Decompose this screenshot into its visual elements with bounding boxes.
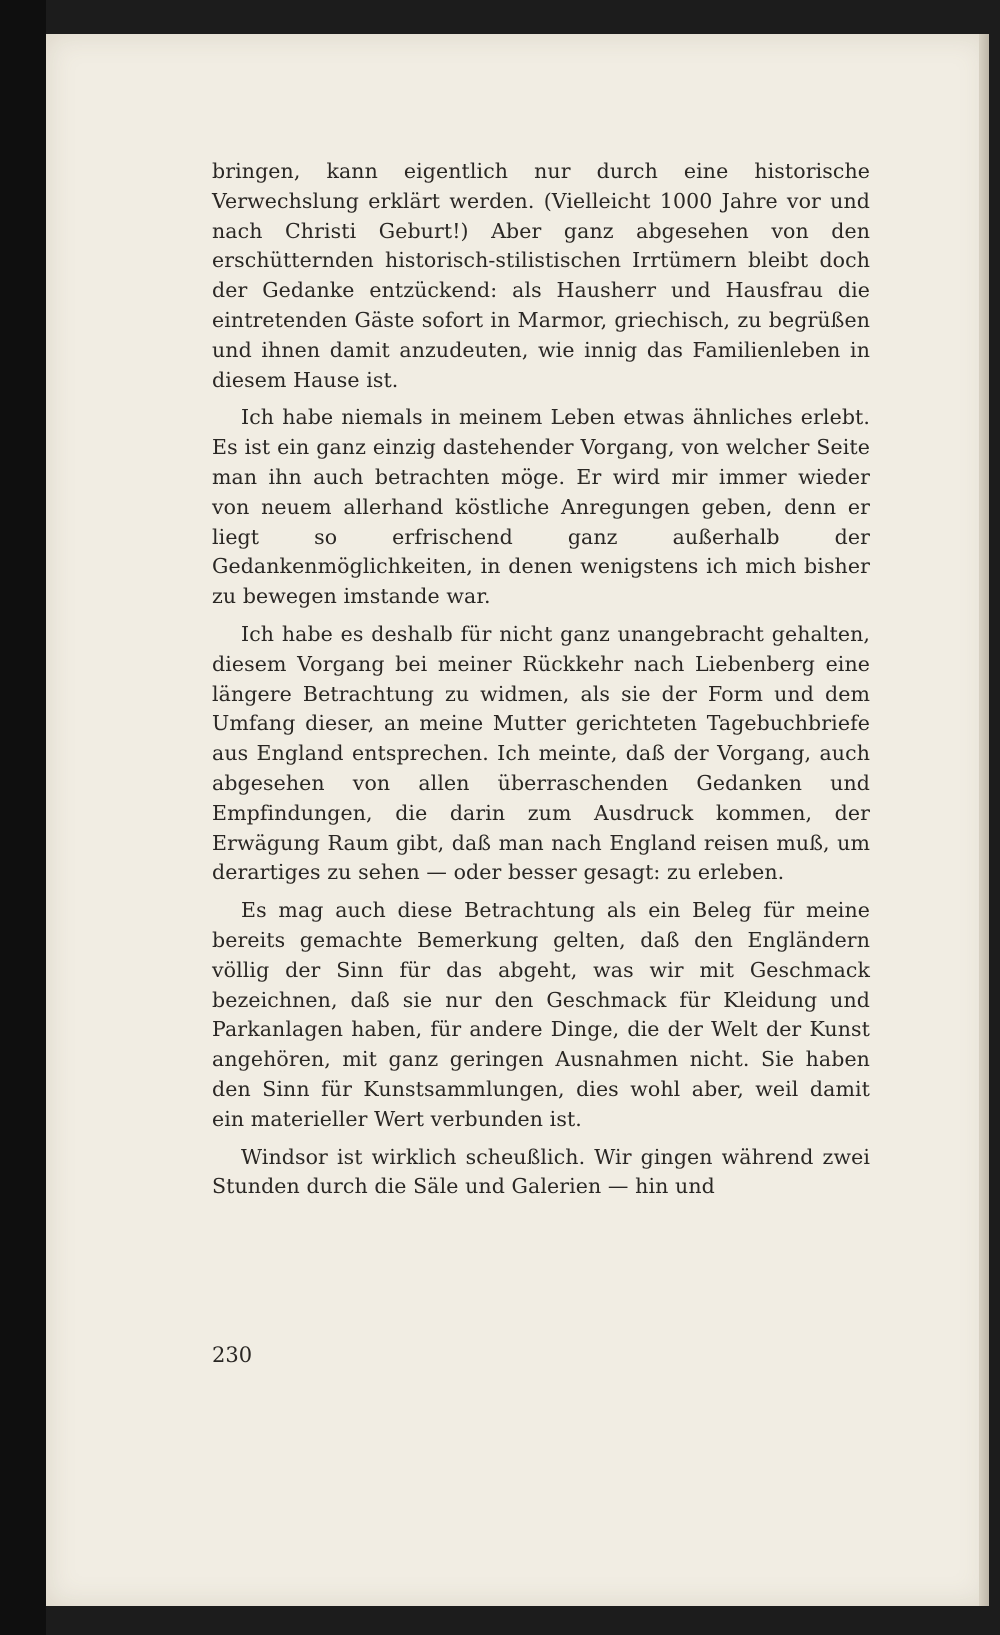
paragraph-3: Ich habe es deshalb für nicht ganz unangebracht gehalten, diesem Vorgang bei meiner Rückkehr nach Liebenberg eine längere Betrachtung zu widmen, als sie der Form und dem Umfang dieser, an meine Mutter gerichteten Tagebuchbriefe aus England entsprechen. Ich meinte, daß der Vorgang, auch abgesehen von allen überraschenden Gedanken und Empfindungen, die darin zum Ausdruck kommen, der Erwägung Raum gibt, daß man nach England reisen muß, um derartiges zu sehen — oder besser gesagt: zu erleben. — [212, 621, 870, 885]
paragraph-5: Windsor ist wirklich scheußlich. Wir gingen während zwei Stunden durch die Säle und Galerien — hin und — [212, 1144, 870, 1199]
scan-background — [0, 0, 46, 1635]
body-text — [212, 157, 870, 1202]
paragraph-1: bringen, kann eigentlich nur durch eine historische Verwechslung erklärt werden. (Vielleicht 1000 Jahre vor und nach Christi Geburt!) Aber ganz abgesehen von den erschütternden historisch-stilistischen Irrtümern bleibt doch der Gedanke entzückend: als Hausherr und Hausfrau die eintretenden Gäste sofort in Marmor, griechisch, zu begrüßen und ihnen damit anzudeuten, wie innig das Familienleben in diesem Hause ist. — [212, 159, 870, 392]
page-edge — [979, 34, 989, 1606]
paragraph-4: Es mag auch diese Betrachtung als ein Beleg für meine bereits gemachte Bemerkung gelten, daß den Engländern völlig der Sinn für das abgeht, was wir mit Geschmack bezeichnen, daß sie nur den Geschmack für Kleidung und Parkanlagen haben, für andere Dinge, die der Welt der Kunst angehören, mit ganz geringen Ausnahmen nicht. Sie haben den Sinn für Kunstsammlungen, dies wohl aber, weil damit ein materieller Wert verbunden ist. — [212, 898, 870, 1131]
page-number: 230 — [212, 1343, 253, 1367]
paragraph-2: Ich habe niemals in meinem Leben etwas ähnliches erlebt. Es ist ein ganz einzig dastehender Vorgang, von welcher Seite man ihn auch betrachten möge. Er wird mir immer wieder von neuem allerhand köstliche Anregungen geben, denn er liegt so erfrischend ganz außerhalb der Gedankenmöglichkeiten, in denen wenigstens ich mich bisher zu bewegen imstande war. — [212, 405, 870, 609]
